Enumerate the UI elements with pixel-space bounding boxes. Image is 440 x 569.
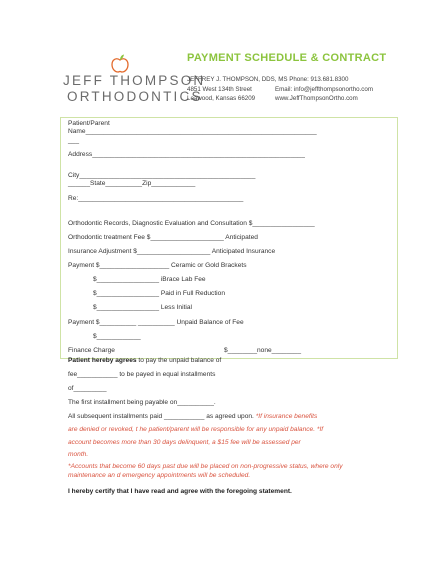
agrees-bold: Patient hereby agrees xyxy=(68,357,137,364)
address-line-1: 4851 West 134th Street xyxy=(187,86,252,93)
extra-amount-line[interactable]: $____________ xyxy=(93,333,141,340)
ibrace-fee-line[interactable]: $_________________ iBrace Lab Fee xyxy=(93,276,206,283)
website-link[interactable]: www.JeffThompsonOrtho.com xyxy=(275,95,358,102)
apple-icon xyxy=(110,54,130,74)
page-title: PAYMENT SCHEDULE & CONTRACT xyxy=(187,52,387,64)
logo-line-1: JEFF THOMPSON xyxy=(63,73,206,88)
agreement-line-3[interactable]: of_________ xyxy=(68,385,107,392)
installments-text: All subsequent installments paid ___________ as agreed upon. xyxy=(68,413,256,420)
first-installment-line[interactable]: The first installment being payable on__________. xyxy=(68,399,216,406)
subsequent-installments-line[interactable] xyxy=(68,413,317,420)
city-field[interactable]: City________________________________________________ xyxy=(68,172,256,179)
agrees-rest: to pay the unpaid balance of xyxy=(136,357,222,364)
address-line-2: Leawood, Kansas 66209 xyxy=(187,95,256,102)
treatment-fee-line[interactable]: Orthodontic treatment Fee $____________________ Anticipated xyxy=(68,234,258,241)
past-due-note-2: maintenance an d emergency appointments will be scheduled. xyxy=(68,472,251,479)
insurance-adjustment-line[interactable]: Insurance Adjustment $____________________ Anticipated Insurance xyxy=(68,248,276,255)
state-zip-field[interactable]: ______State__________Zip____________ xyxy=(68,180,196,187)
name-field[interactable]: Name_______________________________________________________________ xyxy=(68,128,317,135)
past-due-note: *Accounts that become 60 days past due will be placed on non-progressive status, where only xyxy=(68,463,343,470)
patient-parent-label: Patient/Parent xyxy=(68,120,110,127)
delinquent-note-2: month. xyxy=(68,451,89,458)
address-field[interactable]: Address__________________________________________________________ xyxy=(68,151,305,158)
paid-in-full-line[interactable]: $_________________ Paid in Full Reduction xyxy=(93,290,225,297)
logo-line-2: ORTHODONTICS xyxy=(67,89,203,104)
email-link[interactable]: Email: info@jeffthompsonortho.com xyxy=(275,86,373,93)
agreement-line-2[interactable]: fee___________ to be payed in equal installments xyxy=(68,371,216,378)
certify-statement: I hereby certify that I have read and agree with the foregoing statement. xyxy=(68,488,292,495)
insurance-note: *If insurance benefits xyxy=(255,413,318,420)
agreement-line-1 xyxy=(68,357,221,364)
less-initial-line[interactable]: $_________________ Less Initial xyxy=(93,304,192,311)
unpaid-balance-line[interactable]: Payment $__________ __________ Unpaid Balance of Fee xyxy=(68,319,244,326)
records-fee-line[interactable]: Orthodontic Records, Diagnostic Evaluation and Consultation $_________________ xyxy=(68,220,315,227)
name-field-cont[interactable]: ___ xyxy=(68,137,80,144)
insurance-note-2: are denied or revoked, t he patient/parent will be responsible for any unpaid balance. *If xyxy=(68,426,324,433)
finance-charge-field[interactable]: $________none________ xyxy=(224,347,302,354)
delinquent-note: account becomes more than 30 days delinquent, a $15 fee will be assessed per xyxy=(68,439,301,446)
payment-brackets-line[interactable]: Payment $___________________ Ceramic or Gold Brackets xyxy=(68,262,247,269)
finance-charge-label: Finance Charge xyxy=(68,347,115,354)
re-field[interactable]: Re:_____________________________________________ xyxy=(68,195,244,202)
doctor-line: JEFFREY J. THOMPSON, DDS, MS Phone: 913.681.8300 xyxy=(187,76,349,83)
